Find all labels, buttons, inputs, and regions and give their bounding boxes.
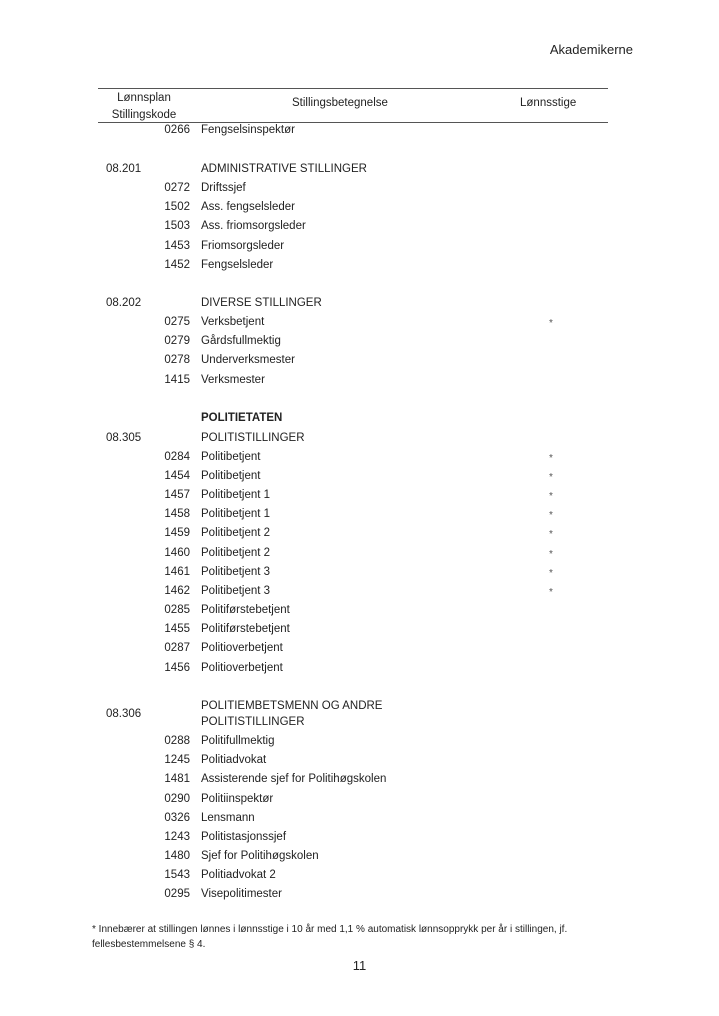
position-code: 1453 bbox=[164, 240, 190, 252]
position-code: 1543 bbox=[164, 869, 190, 881]
position-title: Politiadvokat bbox=[201, 754, 267, 766]
position-title: Friomsorgsleder bbox=[201, 240, 285, 252]
salary-step-marker: * bbox=[549, 453, 553, 464]
position-title: POLITIEMBETSMENN OG ANDRE bbox=[201, 700, 383, 712]
position-title: Politibetjent bbox=[201, 451, 261, 463]
group-code: 08.202 bbox=[106, 297, 142, 309]
salary-step-marker: * bbox=[549, 587, 553, 598]
position-title: Politiinspektør bbox=[201, 793, 274, 805]
position-code: 1457 bbox=[164, 489, 190, 501]
position-title: Gårdsfullmektig bbox=[201, 335, 281, 347]
position-title: Verksmester bbox=[201, 374, 265, 386]
position-title: Politibetjent 2 bbox=[201, 547, 271, 559]
position-code: 1458 bbox=[164, 508, 190, 520]
organization-name: Akademikerne bbox=[549, 42, 633, 57]
position-title: DIVERSE STILLINGER bbox=[201, 297, 322, 309]
position-title: Politibetjent 1 bbox=[201, 508, 271, 520]
position-title: Verksbetjent bbox=[201, 316, 265, 328]
salary-step-marker: * bbox=[549, 510, 553, 521]
position-title: Visepolitimester bbox=[201, 888, 282, 900]
position-code: 1455 bbox=[164, 623, 190, 635]
position-code: 0272 bbox=[164, 182, 190, 194]
position-title: Politiførstebetjent bbox=[201, 604, 290, 616]
group-code: 08.306 bbox=[106, 708, 142, 720]
header-title-column: Stillingsbetegnelse bbox=[292, 97, 388, 109]
position-code: 0290 bbox=[164, 793, 190, 805]
header-code-column bbox=[104, 90, 184, 124]
position-title: Driftssjef bbox=[201, 182, 246, 194]
salary-step-marker: * bbox=[549, 491, 553, 502]
footnote: * Innebærer at stillingen lønnes i lønnsstige i 10 år med 1,1 % automatisk lønnsopprykk per år i stillingen, jf. fellesbestemmelsene § 4. bbox=[92, 924, 568, 950]
position-title: Politibetjent 1 bbox=[201, 489, 271, 501]
table-top-rule bbox=[98, 88, 608, 89]
position-title: Politiadvokat 2 bbox=[201, 869, 276, 881]
position-code: 0278 bbox=[164, 354, 190, 366]
position-code: 0279 bbox=[164, 335, 190, 347]
position-title: Fengselsleder bbox=[201, 259, 274, 271]
salary-step-marker: * bbox=[549, 549, 553, 560]
position-code: 0295 bbox=[164, 888, 190, 900]
position-code: 1459 bbox=[164, 527, 190, 539]
position-code: 0326 bbox=[164, 812, 190, 824]
table-header-rule bbox=[98, 122, 608, 123]
salary-step-marker: * bbox=[549, 472, 553, 483]
header-code-line1: Lønnsplan bbox=[117, 92, 171, 104]
position-code: 0284 bbox=[164, 451, 190, 463]
position-code: 1243 bbox=[164, 831, 190, 843]
position-title: Lensmann bbox=[201, 812, 255, 824]
position-title: Politioverbetjent bbox=[201, 642, 283, 654]
position-title: POLITISTILLINGER bbox=[201, 432, 305, 444]
position-title: Politifullmektig bbox=[201, 735, 275, 747]
position-title: Politibetjent bbox=[201, 470, 261, 482]
position-title: Politiførstebetjent bbox=[201, 623, 290, 635]
position-code: 1452 bbox=[164, 259, 190, 271]
position-code: 1503 bbox=[164, 220, 190, 232]
salary-step-marker: * bbox=[549, 318, 553, 329]
section-heading: POLITIETATEN bbox=[201, 412, 283, 424]
position-code: 1480 bbox=[164, 850, 190, 862]
position-code: 1454 bbox=[164, 470, 190, 482]
position-code: 1456 bbox=[164, 662, 190, 674]
position-code: 0285 bbox=[164, 604, 190, 616]
position-code: 1245 bbox=[164, 754, 190, 766]
position-code: 1461 bbox=[164, 566, 190, 578]
position-title: ADMINISTRATIVE STILLINGER bbox=[201, 163, 367, 175]
position-title: Politibetjent 2 bbox=[201, 527, 271, 539]
position-title: Fengselsinspektør bbox=[201, 124, 295, 136]
position-code: 0266 bbox=[164, 124, 190, 136]
position-code: 0275 bbox=[164, 316, 190, 328]
position-code: 1481 bbox=[164, 773, 190, 785]
position-title: Politibetjent 3 bbox=[201, 566, 271, 578]
position-title: Politibetjent 3 bbox=[201, 585, 271, 597]
position-code: 1502 bbox=[164, 201, 190, 213]
group-code: 08.201 bbox=[106, 163, 142, 175]
position-title: Underverksmester bbox=[201, 354, 295, 366]
position-code: 0287 bbox=[164, 642, 190, 654]
salary-step-marker: * bbox=[549, 529, 553, 540]
salary-step-marker: * bbox=[549, 568, 553, 579]
position-code: 1415 bbox=[164, 374, 190, 386]
position-title: Ass. friomsorgsleder bbox=[201, 220, 306, 232]
position-code: 1460 bbox=[164, 547, 190, 559]
position-code: 0288 bbox=[164, 735, 190, 747]
header-code-line2: Stillingskode bbox=[111, 109, 177, 121]
position-title: POLITISTILLINGER bbox=[201, 716, 305, 728]
position-title: Politistasjonssjef bbox=[201, 831, 287, 843]
position-title: Assisterende sjef for Politihøgskolen bbox=[201, 773, 387, 785]
position-code: 1462 bbox=[164, 585, 190, 597]
header-step-column: Lønnsstige bbox=[520, 97, 577, 109]
group-code: 08.305 bbox=[106, 432, 142, 444]
page-number: 11 bbox=[352, 958, 367, 973]
position-title: Sjef for Politihøgskolen bbox=[201, 850, 319, 862]
position-title: Politioverbetjent bbox=[201, 662, 283, 674]
position-title: Ass. fengselsleder bbox=[201, 201, 295, 213]
